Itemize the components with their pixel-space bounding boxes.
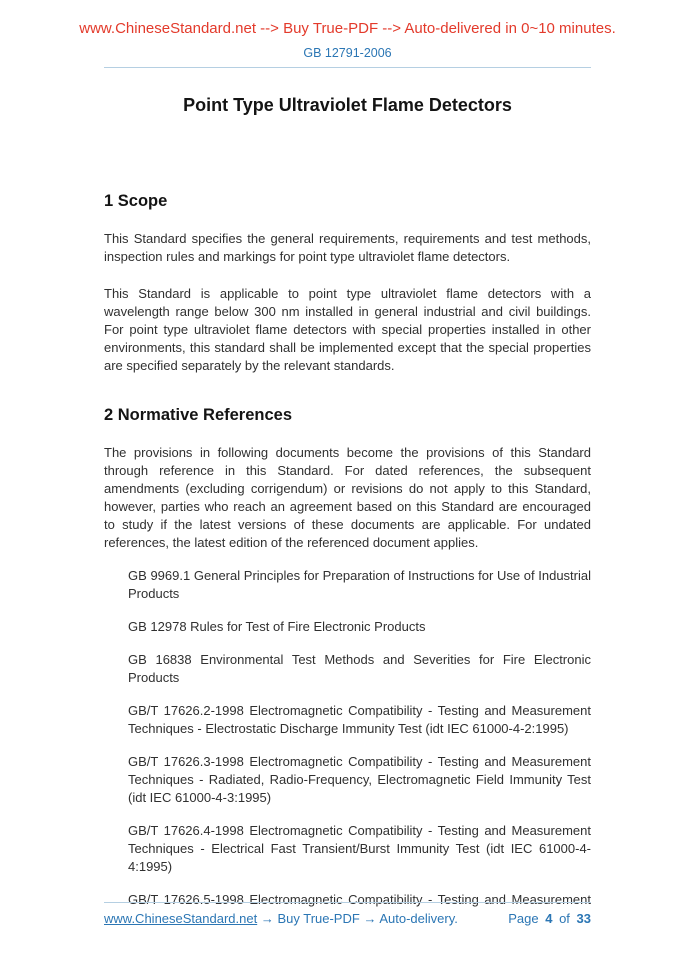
section-heading-normative-references: 2 Normative References <box>104 406 293 424</box>
reference-item: GB 12978 Rules for Test of Fire Electronic Products <box>128 619 426 634</box>
reference-item: GB/T 17626.2-1998 Electromagnetic Compatibility - Testing and Measurement Techniques - Electrostatic Discharge Immunity Test (idt IEC 61000-4-2:1995) <box>128 703 591 736</box>
page-current: 4 <box>545 911 553 926</box>
reference-item: GB/T 17626.3-1998 Electromagnetic Compatibility - Testing and Measurement Techniques - Radiated, Radio-Frequency, Electromagnetic Field Immunity Test (idt IEC 61000-4-3:1995) <box>128 754 591 805</box>
normative-references-intro: The provisions in following documents become the provisions of this Standard through reference in this Standard. For dated references, the subsequent amendments (excluding corrigendum) or revisions do not apply to this Standard, however, parties who reach an agreement based on this Standard are encouraged to study if the latest versions of these documents are applicable. For undated references, the latest edition of the referenced document applies. <box>104 445 591 550</box>
page-total: 33 <box>576 911 591 926</box>
scope-paragraph-2: This Standard is applicable to point type ultraviolet flame detectors with a wavelength range below 300 nm installed in general industrial and civil buildings. For point type ultraviolet flame detectors with special properties installed in other environments, this standard shall be implemented except that the special properties are specified separately by the relevant standards. <box>104 286 591 373</box>
footer-promo <box>104 911 458 927</box>
promo-banner: www.ChineseStandard.net --> Buy True-PDF --> Auto-delivered in 0~10 minutes. <box>79 20 616 37</box>
reference-item: GB 16838 Environmental Test Methods and Severities for Fire Electronic Products <box>128 652 591 685</box>
document-title: Point Type Ultraviolet Flame Detectors <box>183 95 512 115</box>
scope-paragraph-1: This Standard specifies the general requirements, requirements and test methods, inspection rules and markings for point type ultraviolet flame detectors. <box>104 231 591 264</box>
header-divider <box>104 67 591 68</box>
footer-delivery-label: Auto-delivery. <box>379 911 458 926</box>
reference-item: GB 9969.1 General Principles for Preparation of Instructions for Use of Industrial Products <box>128 568 591 601</box>
reference-item: GB/T 17626.4-1998 Electromagnetic Compatibility - Testing and Measurement Techniques - Electrical Fast Transient/Burst Immunity Test (idt IEC 61000-4-4:1995) <box>128 823 591 874</box>
page-indicator <box>505 911 591 927</box>
reference-list <box>104 567 591 909</box>
footer-buy-label: Buy True-PDF <box>277 911 360 926</box>
section-heading-scope: 1 Scope <box>104 192 168 210</box>
of-label: of <box>559 911 570 926</box>
page-footer <box>104 902 591 927</box>
footer-divider <box>104 902 591 903</box>
arrow-right-icon: → <box>260 911 274 926</box>
footer-site-link[interactable]: www.ChineseStandard.net <box>104 911 258 926</box>
page-label: Page <box>508 911 539 926</box>
arrow-right-icon: → <box>363 911 377 926</box>
standard-code: GB 12791-2006 <box>303 46 392 60</box>
reference-item-clipped: GB/T 17626.5-1998 Electromagnetic Compatibility - Testing and Measurement <box>128 892 591 907</box>
